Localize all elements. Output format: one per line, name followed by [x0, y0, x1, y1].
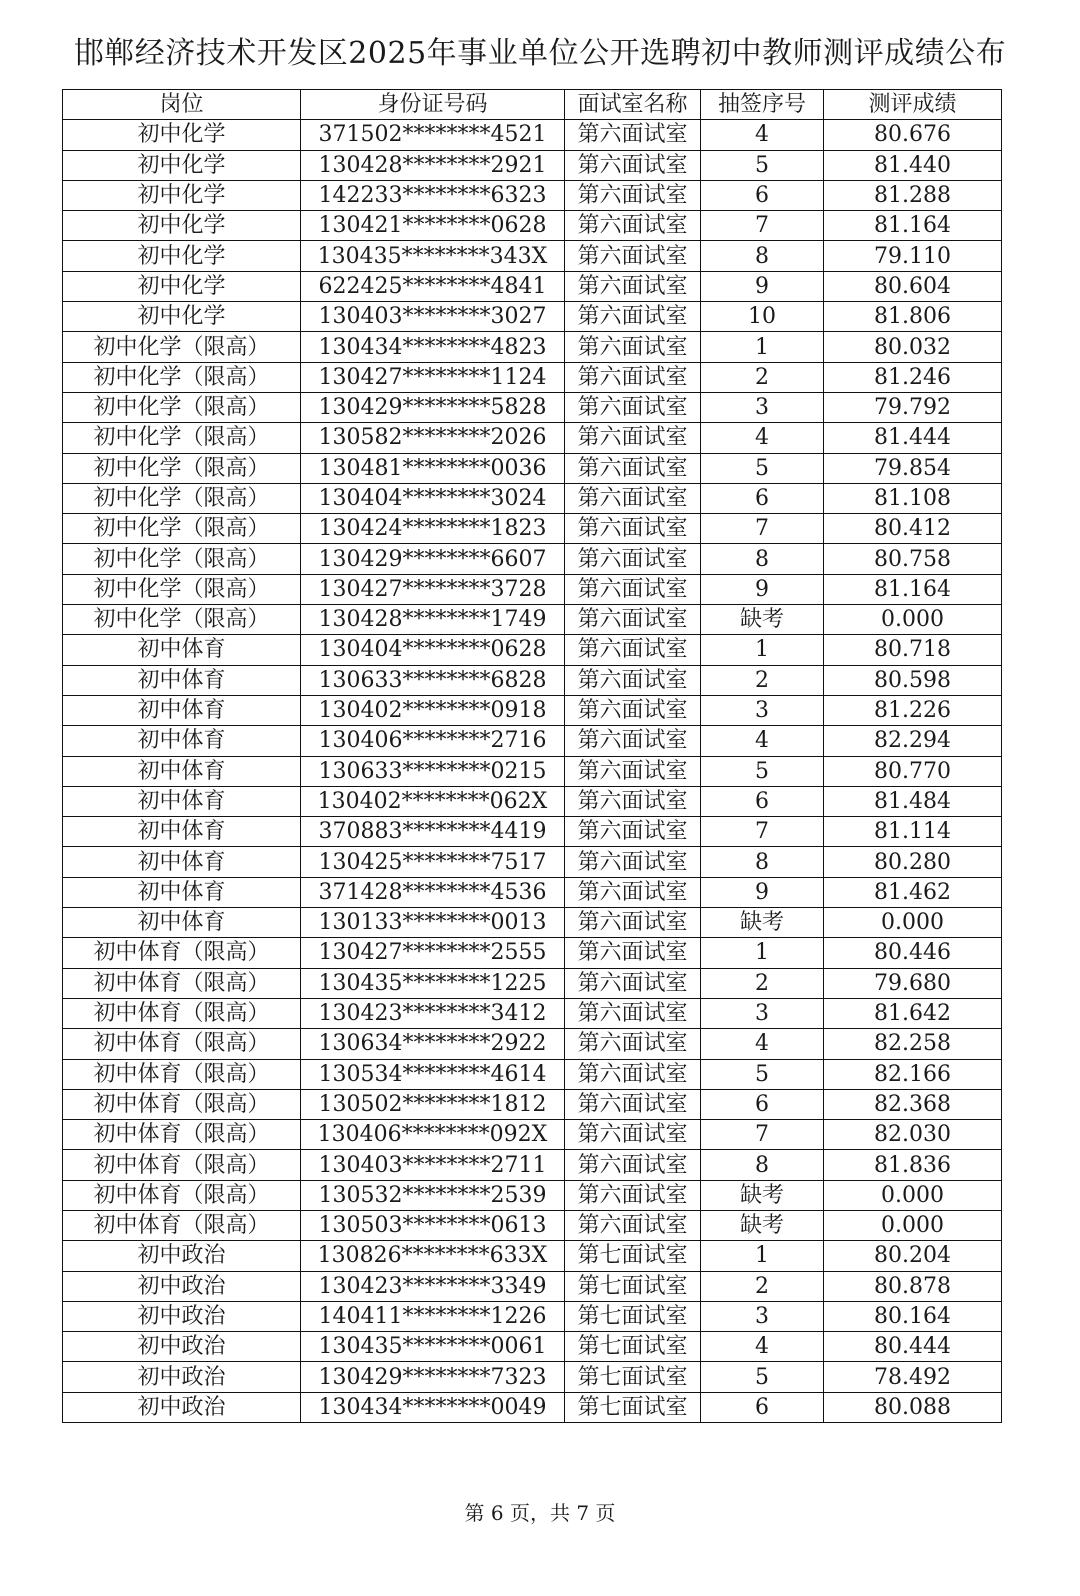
- table-row: [63, 847, 1002, 877]
- cell-room-name: 第六面试室: [565, 544, 701, 574]
- cell-draw-number: 9: [701, 574, 824, 604]
- table-row: [63, 302, 1002, 332]
- cell-position: 初中体育（限高）: [63, 998, 301, 1028]
- table-row: [63, 817, 1002, 847]
- cell-room-name: 第六面试室: [565, 483, 701, 513]
- cell-score: 80.770: [824, 756, 1002, 786]
- table-row: [63, 1120, 1002, 1150]
- cell-draw-number: 9: [701, 271, 824, 301]
- cell-score: 78.492: [824, 1362, 1002, 1392]
- cell-room-name: 第六面试室: [565, 1150, 701, 1180]
- cell-id-number: 130428********1749: [301, 605, 565, 635]
- cell-score: 79.792: [824, 392, 1002, 422]
- cell-draw-number: 缺考: [701, 1210, 824, 1240]
- cell-score: 81.108: [824, 483, 1002, 513]
- cell-id-number: 130826********633X: [301, 1241, 565, 1271]
- cell-position: 初中化学（限高）: [63, 392, 301, 422]
- table-row: [63, 1089, 1002, 1119]
- cell-room-name: 第六面试室: [565, 453, 701, 483]
- cell-id-number: 130423********3349: [301, 1271, 565, 1301]
- cell-position: 初中体育（限高）: [63, 938, 301, 968]
- cell-id-number: 130435********0061: [301, 1332, 565, 1362]
- cell-position: 初中体育（限高）: [63, 1059, 301, 1089]
- cell-room-name: 第六面试室: [565, 877, 701, 907]
- table-row: [63, 423, 1002, 453]
- cell-draw-number: 7: [701, 211, 824, 241]
- cell-id-number: 130503********0613: [301, 1210, 565, 1240]
- cell-score: 81.484: [824, 786, 1002, 816]
- table-row: [63, 635, 1002, 665]
- cell-position: 初中体育: [63, 665, 301, 695]
- cell-id-number: 130425********7517: [301, 847, 565, 877]
- cell-id-number: 130402********0918: [301, 695, 565, 725]
- cell-score: 82.030: [824, 1120, 1002, 1150]
- cell-position: 初中化学（限高）: [63, 605, 301, 635]
- cell-room-name: 第七面试室: [565, 1362, 701, 1392]
- cell-position: 初中体育（限高）: [63, 968, 301, 998]
- cell-room-name: 第七面试室: [565, 1332, 701, 1362]
- table-row: [63, 271, 1002, 301]
- cell-draw-number: 7: [701, 514, 824, 544]
- header-room-name: 面试室名称: [565, 90, 701, 120]
- cell-room-name: 第六面试室: [565, 1210, 701, 1240]
- cell-draw-number: 2: [701, 1271, 824, 1301]
- table-row: [63, 362, 1002, 392]
- cell-position: 初中化学: [63, 241, 301, 271]
- cell-score: 0.000: [824, 1210, 1002, 1240]
- cell-draw-number: 缺考: [701, 1180, 824, 1210]
- table-row: [63, 1271, 1002, 1301]
- cell-id-number: 140411********1226: [301, 1301, 565, 1331]
- table-row: [63, 453, 1002, 483]
- cell-draw-number: 5: [701, 150, 824, 180]
- cell-score: 80.446: [824, 938, 1002, 968]
- cell-id-number: 371502********4521: [301, 120, 565, 150]
- cell-draw-number: 8: [701, 241, 824, 271]
- cell-draw-number: 6: [701, 1089, 824, 1119]
- cell-position: 初中化学: [63, 180, 301, 210]
- table-row: [63, 1392, 1002, 1422]
- cell-draw-number: 缺考: [701, 605, 824, 635]
- cell-id-number: 130404********3024: [301, 483, 565, 513]
- cell-score: 81.164: [824, 211, 1002, 241]
- cell-score: 81.444: [824, 423, 1002, 453]
- cell-position: 初中体育（限高）: [63, 1180, 301, 1210]
- table-row: [63, 756, 1002, 786]
- table-row: [63, 483, 1002, 513]
- cell-position: 初中政治: [63, 1301, 301, 1331]
- cell-room-name: 第六面试室: [565, 120, 701, 150]
- cell-room-name: 第六面试室: [565, 1059, 701, 1089]
- table-row: [63, 1362, 1002, 1392]
- cell-room-name: 第六面试室: [565, 695, 701, 725]
- cell-room-name: 第六面试室: [565, 241, 701, 271]
- table-row: [63, 665, 1002, 695]
- cell-score: 80.032: [824, 332, 1002, 362]
- cell-position: 初中政治: [63, 1241, 301, 1271]
- cell-room-name: 第六面试室: [565, 362, 701, 392]
- cell-draw-number: 2: [701, 362, 824, 392]
- table-body: [63, 120, 1002, 1423]
- table-row: [63, 1029, 1002, 1059]
- cell-room-name: 第六面试室: [565, 514, 701, 544]
- cell-score: 81.642: [824, 998, 1002, 1028]
- cell-room-name: 第六面试室: [565, 302, 701, 332]
- cell-id-number: 370883********4419: [301, 817, 565, 847]
- cell-id-number: 130434********4823: [301, 332, 565, 362]
- cell-draw-number: 5: [701, 1362, 824, 1392]
- table-row: [63, 120, 1002, 150]
- table-row: [63, 1241, 1002, 1271]
- cell-id-number: 130133********0013: [301, 908, 565, 938]
- table-row: [63, 786, 1002, 816]
- table-row: [63, 1180, 1002, 1210]
- cell-id-number: 130502********1812: [301, 1089, 565, 1119]
- cell-position: 初中化学: [63, 302, 301, 332]
- cell-draw-number: 7: [701, 1120, 824, 1150]
- cell-draw-number: 9: [701, 877, 824, 907]
- header-position: 岗位: [63, 90, 301, 120]
- cell-id-number: 130428********2921: [301, 150, 565, 180]
- table-row: [63, 877, 1002, 907]
- cell-room-name: 第七面试室: [565, 1301, 701, 1331]
- cell-draw-number: 2: [701, 665, 824, 695]
- cell-room-name: 第六面试室: [565, 1029, 701, 1059]
- cell-id-number: 130427********2555: [301, 938, 565, 968]
- table-row: [63, 726, 1002, 756]
- cell-id-number: 130633********0215: [301, 756, 565, 786]
- cell-draw-number: 3: [701, 392, 824, 422]
- table-row: [63, 605, 1002, 635]
- table-row: [63, 938, 1002, 968]
- cell-position: 初中体育（限高）: [63, 1120, 301, 1150]
- cell-draw-number: 3: [701, 1301, 824, 1331]
- cell-position: 初中化学（限高）: [63, 453, 301, 483]
- cell-room-name: 第六面试室: [565, 726, 701, 756]
- cell-position: 初中体育: [63, 877, 301, 907]
- cell-score: 80.164: [824, 1301, 1002, 1331]
- cell-draw-number: 5: [701, 1059, 824, 1089]
- cell-room-name: 第六面试室: [565, 1120, 701, 1150]
- cell-position: 初中政治: [63, 1392, 301, 1422]
- cell-score: 80.088: [824, 1392, 1002, 1422]
- cell-position: 初中体育: [63, 847, 301, 877]
- cell-id-number: 130435********343X: [301, 241, 565, 271]
- cell-position: 初中化学（限高）: [63, 574, 301, 604]
- cell-position: 初中化学（限高）: [63, 423, 301, 453]
- cell-position: 初中体育: [63, 726, 301, 756]
- cell-score: 82.368: [824, 1089, 1002, 1119]
- table-row: [63, 392, 1002, 422]
- cell-draw-number: 8: [701, 1150, 824, 1180]
- cell-position: 初中化学: [63, 120, 301, 150]
- cell-id-number: 622425********4841: [301, 271, 565, 301]
- cell-score: 80.604: [824, 271, 1002, 301]
- table-row: [63, 968, 1002, 998]
- cell-draw-number: 5: [701, 756, 824, 786]
- cell-id-number: 130429********7323: [301, 1362, 565, 1392]
- table-row: [63, 1210, 1002, 1240]
- cell-score: 80.758: [824, 544, 1002, 574]
- cell-id-number: 130429********5828: [301, 392, 565, 422]
- cell-room-name: 第六面试室: [565, 271, 701, 301]
- cell-position: 初中体育（限高）: [63, 1089, 301, 1119]
- score-table: [62, 89, 1002, 1423]
- page-title: 邯郸经济技术开发区2025年事业单位公开选聘初中教师测评成绩公布: [73, 36, 1007, 71]
- cell-score: 82.294: [824, 726, 1002, 756]
- cell-score: 81.246: [824, 362, 1002, 392]
- cell-room-name: 第六面试室: [565, 847, 701, 877]
- table-row: [63, 241, 1002, 271]
- cell-position: 初中体育: [63, 756, 301, 786]
- cell-room-name: 第六面试室: [565, 605, 701, 635]
- cell-draw-number: 1: [701, 938, 824, 968]
- cell-id-number: 130423********3412: [301, 998, 565, 1028]
- cell-id-number: 130403********3027: [301, 302, 565, 332]
- cell-draw-number: 4: [701, 1029, 824, 1059]
- cell-id-number: 142233********6323: [301, 180, 565, 210]
- cell-score: 79.854: [824, 453, 1002, 483]
- cell-draw-number: 4: [701, 726, 824, 756]
- cell-id-number: 130427********3728: [301, 574, 565, 604]
- cell-room-name: 第六面试室: [565, 938, 701, 968]
- table-row: [63, 1332, 1002, 1362]
- cell-room-name: 第六面试室: [565, 332, 701, 362]
- cell-id-number: 130429********6607: [301, 544, 565, 574]
- cell-draw-number: 1: [701, 332, 824, 362]
- cell-draw-number: 2: [701, 968, 824, 998]
- cell-score: 79.110: [824, 241, 1002, 271]
- cell-draw-number: 6: [701, 786, 824, 816]
- cell-position: 初中政治: [63, 1362, 301, 1392]
- cell-room-name: 第六面试室: [565, 968, 701, 998]
- cell-room-name: 第六面试室: [565, 756, 701, 786]
- cell-draw-number: 6: [701, 483, 824, 513]
- table-row: [63, 908, 1002, 938]
- cell-room-name: 第七面试室: [565, 1271, 701, 1301]
- cell-id-number: 130532********2539: [301, 1180, 565, 1210]
- table-row: [63, 150, 1002, 180]
- cell-draw-number: 7: [701, 817, 824, 847]
- cell-score: 80.444: [824, 1332, 1002, 1362]
- cell-room-name: 第七面试室: [565, 1392, 701, 1422]
- cell-score: 80.412: [824, 514, 1002, 544]
- table-header: [63, 90, 1002, 120]
- cell-id-number: 130435********1225: [301, 968, 565, 998]
- cell-position: 初中政治: [63, 1332, 301, 1362]
- header-id-number: 身份证号码: [301, 90, 565, 120]
- cell-id-number: 371428********4536: [301, 877, 565, 907]
- cell-id-number: 130424********1823: [301, 514, 565, 544]
- cell-score: 82.166: [824, 1059, 1002, 1089]
- cell-position: 初中化学（限高）: [63, 544, 301, 574]
- cell-position: 初中体育: [63, 786, 301, 816]
- cell-score: 81.226: [824, 695, 1002, 725]
- cell-id-number: 130582********2026: [301, 423, 565, 453]
- cell-position: 初中化学: [63, 150, 301, 180]
- cell-score: 80.676: [824, 120, 1002, 150]
- cell-position: 初中化学: [63, 211, 301, 241]
- cell-id-number: 130481********0036: [301, 453, 565, 483]
- header-draw-number: 抽签序号: [701, 90, 824, 120]
- cell-room-name: 第六面试室: [565, 908, 701, 938]
- cell-id-number: 130434********0049: [301, 1392, 565, 1422]
- cell-draw-number: 缺考: [701, 908, 824, 938]
- cell-draw-number: 1: [701, 1241, 824, 1271]
- cell-position: 初中化学（限高）: [63, 332, 301, 362]
- cell-position: 初中化学（限高）: [63, 514, 301, 544]
- cell-draw-number: 8: [701, 544, 824, 574]
- cell-room-name: 第六面试室: [565, 635, 701, 665]
- cell-score: 80.204: [824, 1241, 1002, 1271]
- cell-draw-number: 3: [701, 998, 824, 1028]
- cell-room-name: 第六面试室: [565, 665, 701, 695]
- cell-position: 初中体育（限高）: [63, 1150, 301, 1180]
- cell-draw-number: 8: [701, 847, 824, 877]
- cell-room-name: 第六面试室: [565, 574, 701, 604]
- cell-score: 81.114: [824, 817, 1002, 847]
- cell-id-number: 130406********2716: [301, 726, 565, 756]
- cell-draw-number: 3: [701, 695, 824, 725]
- cell-score: 81.806: [824, 302, 1002, 332]
- table-row: [63, 211, 1002, 241]
- cell-position: 初中体育: [63, 908, 301, 938]
- cell-id-number: 130427********1124: [301, 362, 565, 392]
- table-row: [63, 1150, 1002, 1180]
- header-score: 测评成绩: [824, 90, 1002, 120]
- table-row: [63, 544, 1002, 574]
- cell-position: 初中体育（限高）: [63, 1210, 301, 1240]
- cell-room-name: 第六面试室: [565, 150, 701, 180]
- cell-position: 初中化学（限高）: [63, 483, 301, 513]
- cell-room-name: 第六面试室: [565, 817, 701, 847]
- cell-id-number: 130404********0628: [301, 635, 565, 665]
- table-row: [63, 574, 1002, 604]
- table-row: [63, 180, 1002, 210]
- cell-score: 80.598: [824, 665, 1002, 695]
- cell-score: 81.288: [824, 180, 1002, 210]
- page-footer: 第 6 页，共 7 页: [464, 1501, 616, 1525]
- cell-room-name: 第六面试室: [565, 1089, 701, 1119]
- cell-draw-number: 5: [701, 453, 824, 483]
- table-row: [63, 695, 1002, 725]
- cell-score: 0.000: [824, 1180, 1002, 1210]
- cell-score: 0.000: [824, 908, 1002, 938]
- cell-room-name: 第六面试室: [565, 786, 701, 816]
- cell-score: 81.462: [824, 877, 1002, 907]
- cell-score: 80.718: [824, 635, 1002, 665]
- cell-id-number: 130634********2922: [301, 1029, 565, 1059]
- cell-score: 82.258: [824, 1029, 1002, 1059]
- cell-id-number: 130633********6828: [301, 665, 565, 695]
- cell-draw-number: 4: [701, 423, 824, 453]
- cell-room-name: 第六面试室: [565, 180, 701, 210]
- cell-id-number: 130421********0628: [301, 211, 565, 241]
- cell-score: 0.000: [824, 605, 1002, 635]
- cell-position: 初中体育: [63, 695, 301, 725]
- cell-draw-number: 6: [701, 1392, 824, 1422]
- cell-score: 79.680: [824, 968, 1002, 998]
- cell-score: 80.280: [824, 847, 1002, 877]
- cell-draw-number: 10: [701, 302, 824, 332]
- cell-room-name: 第六面试室: [565, 1180, 701, 1210]
- cell-room-name: 第六面试室: [565, 211, 701, 241]
- cell-draw-number: 4: [701, 120, 824, 150]
- cell-position: 初中体育（限高）: [63, 1029, 301, 1059]
- cell-position: 初中政治: [63, 1271, 301, 1301]
- cell-id-number: 130403********2711: [301, 1150, 565, 1180]
- cell-room-name: 第六面试室: [565, 998, 701, 1028]
- cell-id-number: 130406********092X: [301, 1120, 565, 1150]
- table-row: [63, 1059, 1002, 1089]
- cell-draw-number: 1: [701, 635, 824, 665]
- cell-draw-number: 4: [701, 1332, 824, 1362]
- cell-position: 初中化学（限高）: [63, 362, 301, 392]
- header-row: [63, 90, 1002, 120]
- table-row: [63, 1301, 1002, 1331]
- table-row: [63, 514, 1002, 544]
- cell-score: 81.440: [824, 150, 1002, 180]
- cell-score: 80.878: [824, 1271, 1002, 1301]
- cell-score: 81.836: [824, 1150, 1002, 1180]
- cell-draw-number: 6: [701, 180, 824, 210]
- cell-position: 初中体育: [63, 817, 301, 847]
- cell-position: 初中体育: [63, 635, 301, 665]
- cell-id-number: 130534********4614: [301, 1059, 565, 1089]
- cell-score: 81.164: [824, 574, 1002, 604]
- cell-room-name: 第七面试室: [565, 1241, 701, 1271]
- cell-position: 初中化学: [63, 271, 301, 301]
- table-row: [63, 332, 1002, 362]
- cell-room-name: 第六面试室: [565, 392, 701, 422]
- cell-room-name: 第六面试室: [565, 423, 701, 453]
- cell-id-number: 130402********062X: [301, 786, 565, 816]
- table-row: [63, 998, 1002, 1028]
